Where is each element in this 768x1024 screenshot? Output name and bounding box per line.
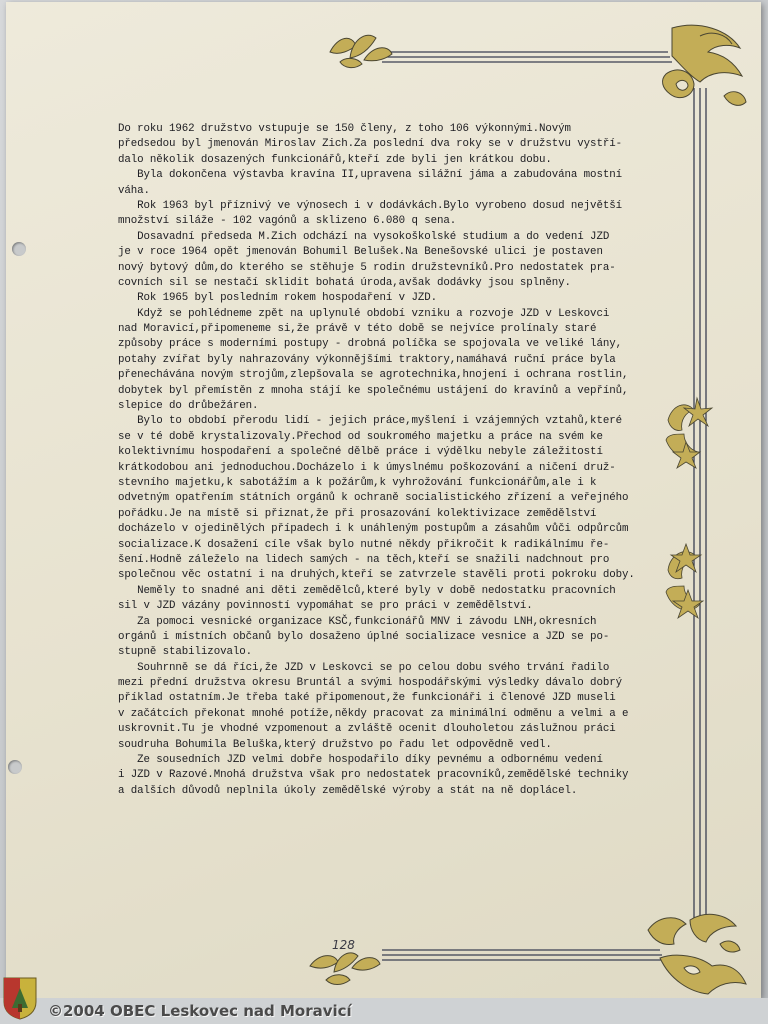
text-line: Rok 1965 byl posledním rokem hospodaření v JZD. xyxy=(118,292,437,305)
text-line: přenechávána novým strojům,zlepšovala se agrotechnika,hnojení i ochrana rostlin, xyxy=(118,369,629,382)
text-line: covních sil se nestačí sklidit bohatá úroda,avšak dodávky jsou splněny. xyxy=(118,276,571,289)
text-line: příklad ostatním.Je třeba také připomenout,že funkcionáři i členové JZD museli xyxy=(118,692,616,705)
text-line: dalo několik dosazených funkcionářů,kteří zde byli jen krátkou dobu. xyxy=(118,153,552,166)
text-line: nad Moravicí,připomeneme si,že právě v této době se nejvíce prolínaly staré xyxy=(118,323,597,336)
text-line: společnou věc ostatní i na druhých,kteří se zatvrzele stavěli proti pokroku doby. xyxy=(118,569,635,582)
text-line: sil v JZD vázány povinností vypomáhat se pro práci v zemědělství. xyxy=(118,600,533,613)
text-line: Bylo to období přerodu lidí - jejich práce,myšlení i vzájemných vztahů,které xyxy=(118,415,622,428)
text-line: předsedou byl jmenován Miroslav Zich.Za poslední dva roky se v družstvu vystří- xyxy=(118,138,622,151)
text-line: šení.Hodně záleželo na lidech samých - na těch,kteří se snažili nadchnout pro xyxy=(118,553,610,566)
corner-ornament-bottom-right xyxy=(648,914,746,994)
municipality-coat-of-arms-icon xyxy=(2,974,38,1020)
text-line: Souhrnně se dá říci,že JZD v Leskovci se po celou dobu svého trvání řadilo xyxy=(118,661,610,674)
text-line: pořádku.Je na místě si přiznat,že při prosazování kolektivizace zemědělství xyxy=(118,507,597,520)
top-border-lines xyxy=(382,52,672,62)
text-line: kolektivnímu hospodaření a společné dělbě práce i výdělku nebyle záležitostí xyxy=(118,446,603,459)
text-line: krátkodobou ani jednoduchou.Docházelo i k úmyslnému poškozování a ničení druž- xyxy=(118,461,616,474)
star-ornament-lower xyxy=(666,544,703,618)
star-ornament-upper xyxy=(666,398,712,468)
text-line: odvetným opatřením státních orgánů k ochraně socialistického zřízení a veřejného xyxy=(118,492,629,505)
bottom-border-lines xyxy=(382,950,664,960)
page-number: 128 xyxy=(332,938,355,952)
text-line: váha. xyxy=(118,184,150,197)
text-line: dobytek byl přemístěn z mnoha stájí ke společnému ustájení do kravínů a vepřínů, xyxy=(118,384,629,397)
text-line: i JZD v Razové.Mnohá družstva však pro nedostatek pracovníků,zemědělské techniky xyxy=(118,769,629,782)
text-line: mezi přední družstva okresu Bruntál a svými hospodářskými výsledky dávalo dobrý xyxy=(118,677,622,690)
text-line: stupně stabilizovalo. xyxy=(118,646,252,659)
text-line: Když se pohlédneme zpět na uplynulé období vzniku a rozvoje JZD v Leskovci xyxy=(118,307,610,320)
text-line: potahy zvířat byly nahrazovány výkonnějšími traktory,namáhavá ruční práce byla xyxy=(118,353,616,366)
text-line: je v roce 1964 opět jmenován Bohumil Belušek.Na Benešovské ulici je postaven xyxy=(118,246,603,259)
leaf-ornament-bottom xyxy=(310,953,380,985)
text-line: a dalších důvodů neplnila úkoly zemědělské výroby a stát na ně doplácel. xyxy=(118,784,578,797)
text-line: Byla dokončena výstavba kravína II,upravena silážní jáma a zabudována mostní xyxy=(118,169,622,182)
right-border-lines xyxy=(694,88,706,920)
text-line: se v té době krystalizovaly.Přechod od soukromého majetku a práce na svém ke xyxy=(118,430,603,443)
text-line: Za pomoci vesnické organizace KSČ,funkcionářů MNV i závodu LNH,okresních xyxy=(118,615,597,628)
text-line: nový bytový dům,do kterého se stěhuje 5 rodin družstevníků.Pro nedostatek pra- xyxy=(118,261,616,274)
text-line: v začátcích překonat mnohé potíže,někdy pracovat za minimální odměnu a velmi a e xyxy=(118,707,629,720)
text-line: množství siláže - 102 vagónů a sklizeno 6.080 q sena. xyxy=(118,215,457,228)
text-line: Dosavadní předseda M.Zich odchází na vysokoškolské studium a do vedení JZD xyxy=(118,230,610,243)
text-line: soudruha Bohumila Beluška,který družstvo po řadu let odpovědně vedl. xyxy=(118,738,552,751)
text-line: Ze sousedních JZD velmi dobře hospodařilo díky pevnému a odbornému vedení xyxy=(118,754,603,767)
text-line: Rok 1963 byl příznivý ve výnosech i v dodávkách.Bylo vyrobeno dosud největší xyxy=(118,199,622,212)
copyright-text: ©2004 OBEC Leskovec nad Moravicí xyxy=(48,1002,352,1020)
corner-ornament-top-right xyxy=(663,25,746,105)
text-line: docházelo v ojedinělých případech i k unáhleným postupům a zásahům vůči odpůrcům xyxy=(118,523,629,536)
text-line: uskrovnit.Tu je vhodné vzpomenout a zvláště ocenit dlouholetou záslužnou práci xyxy=(118,723,616,736)
text-line: socializace.K dosažení cíle však bylo nutné někdy přikročit k radikálnímu ře- xyxy=(118,538,610,551)
document-body xyxy=(118,122,648,799)
text-line: stevního majetku,k sabotážím a k požárům,k vyhrožování funkcionářům,ale i k xyxy=(118,476,597,489)
text-line: Do roku 1962 družstvo vstupuje se 150 členy, z toho 106 výkonnými.Novým xyxy=(118,123,571,135)
text-line: orgánů i místních občanů bylo dosaženo úplné socializace vesnice a JZD se po- xyxy=(118,630,610,643)
text-line: slepice do drůbežáren. xyxy=(118,400,259,413)
text-line: způsoby práce s moderními postupy - drobná políčka se spojovala ve veliké lány, xyxy=(118,338,622,351)
text-line: Neměly to snadné ani děti zemědělců,které byly v době nedostatku pracovních xyxy=(118,584,616,597)
leaf-ornament-top xyxy=(330,35,392,67)
